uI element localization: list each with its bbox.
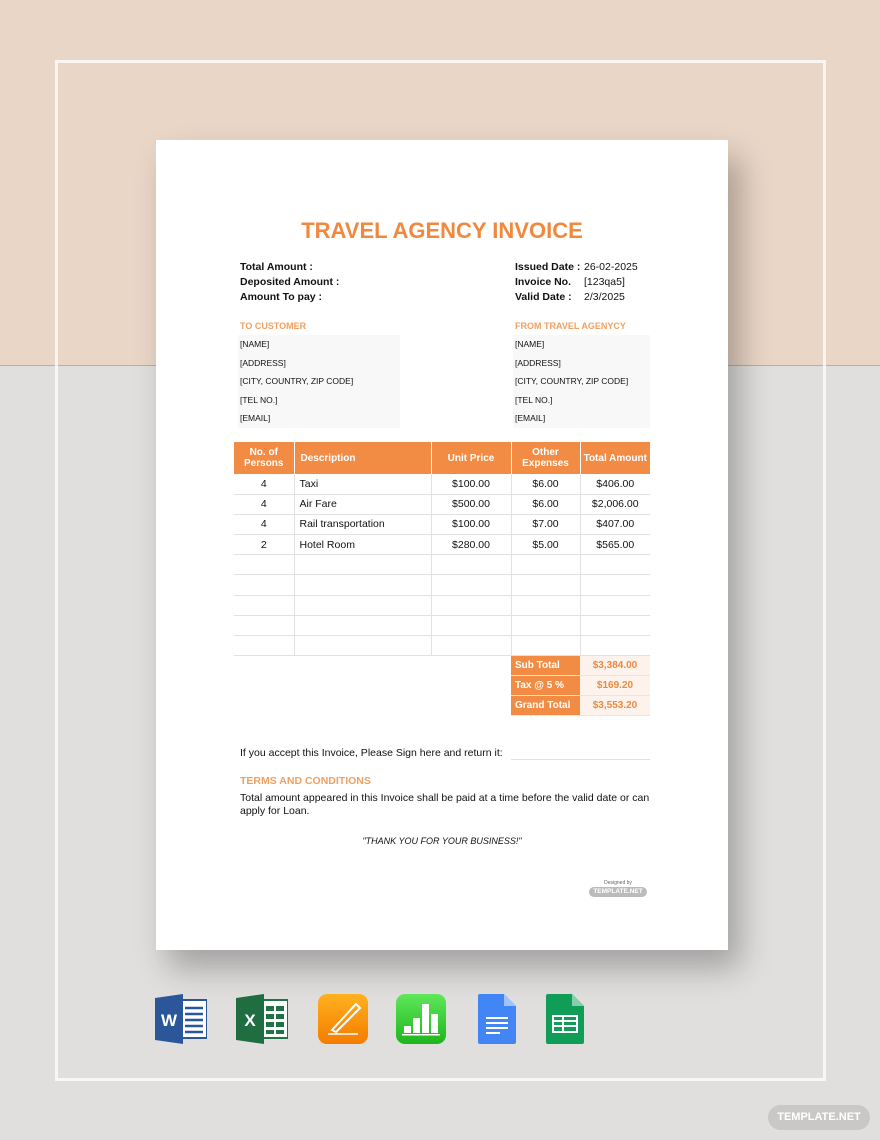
customer-email: [EMAIL] [240, 413, 271, 423]
terms-heading: TERMS AND CONDITIONS [240, 775, 371, 787]
other-expenses-cell [511, 555, 580, 575]
header-unit-price: Unit Price [431, 442, 511, 474]
unit-price-cell [431, 555, 511, 575]
amount-labels [240, 260, 339, 305]
table-row [234, 535, 650, 555]
description-cell [294, 615, 431, 635]
agency-city: [CITY, COUNTRY, ZIP CODE] [515, 376, 629, 386]
other-expenses-cell: $6.00 [511, 474, 580, 494]
subtotal-value: $3,384.00 [580, 656, 650, 675]
grand-total-value: $3,553.20 [580, 696, 650, 715]
google-docs-icon[interactable] [476, 994, 528, 1044]
persons-cell [234, 575, 294, 595]
customer-city: [CITY, COUNTRY, ZIP CODE] [240, 376, 354, 386]
description-cell [294, 555, 431, 575]
header-description: Description [294, 442, 431, 474]
tax-value: $169.20 [580, 676, 650, 695]
table-row [234, 615, 650, 635]
issued-date-value: 26-02-2025 [584, 261, 638, 273]
invoice-no-value: [123qa5] [584, 276, 625, 288]
agency-address: [ADDRESS] [515, 357, 561, 368]
terms-text: Total amount appeared in this Invoice shall be paid at a time before the valid date or can apply for Loan. [240, 792, 650, 817]
template-net-logo: TEMPLATE.NET [589, 887, 647, 897]
header-persons: No. of Persons [234, 442, 294, 474]
unit-price-cell: $500.00 [431, 494, 511, 514]
persons-cell: 4 [234, 494, 294, 514]
agency-address-block [513, 335, 650, 428]
table-row [234, 575, 650, 595]
designed-by-label: Designed by [604, 880, 632, 886]
unit-price-cell: $100.00 [431, 474, 511, 494]
unit-price-cell: $280.00 [431, 535, 511, 555]
header-total-amount: Total Amount [580, 442, 650, 474]
description-cell: Hotel Room [294, 535, 431, 555]
description-cell [294, 636, 431, 656]
agency-name: [NAME] [515, 339, 545, 349]
unit-price-cell: $100.00 [431, 514, 511, 534]
svg-text:W: W [160, 1011, 178, 1030]
excel-icon[interactable] [236, 994, 288, 1044]
issued-date-label: Issued Date : [515, 261, 581, 273]
persons-cell [234, 615, 294, 635]
invoice-title: TRAVEL AGENCY INVOICE [301, 218, 583, 243]
table-row [234, 494, 650, 514]
header-other-expenses: Other Expenses [511, 442, 580, 474]
total-amount-cell [580, 555, 650, 575]
amount-to-pay-label: Amount To pay : [240, 291, 323, 303]
thank-you-note: "THANK YOU FOR YOUR BUSINESS!" [362, 836, 522, 846]
persons-cell: 2 [234, 535, 294, 555]
table-row [234, 474, 650, 494]
total-amount-label: Total Amount : [240, 261, 313, 273]
customer-address-block [238, 335, 400, 428]
persons-cell: 4 [234, 514, 294, 534]
total-amount-cell: $565.00 [580, 535, 650, 555]
description-cell [294, 595, 431, 615]
persons-cell: 4 [234, 474, 294, 494]
total-amount-cell: $406.00 [580, 474, 650, 494]
subtotal-label: Sub Total [511, 656, 580, 675]
unit-price-cell [431, 595, 511, 615]
total-amount-cell [580, 575, 650, 595]
description-cell: Rail transportation [294, 514, 431, 534]
svg-text:X: X [244, 1011, 256, 1030]
invoice-meta [515, 260, 638, 305]
description-cell: Air Fare [294, 494, 431, 514]
valid-date-label: Valid Date : [515, 291, 572, 303]
valid-date-value: 2/3/2025 [584, 291, 625, 303]
template-net-watermark[interactable]: TEMPLATE.NET [768, 1105, 870, 1130]
unit-price-cell [431, 615, 511, 635]
sign-instruction: If you accept this Invoice, Please Sign here and return it: [240, 747, 503, 759]
other-expenses-cell [511, 615, 580, 635]
unit-price-cell [431, 575, 511, 595]
table-row [234, 555, 650, 575]
invoice-page [156, 140, 728, 950]
table-row [234, 636, 650, 656]
to-customer-heading: TO CUSTOMER [240, 321, 307, 331]
numbers-icon[interactable] [396, 994, 448, 1044]
customer-tel: [TEL NO.] [240, 394, 278, 405]
other-expenses-cell: $7.00 [511, 514, 580, 534]
line-items-table [234, 442, 650, 656]
total-amount-cell [580, 595, 650, 615]
total-amount-cell: $2,006.00 [580, 494, 650, 514]
customer-name: [NAME] [240, 339, 270, 349]
persons-cell [234, 636, 294, 656]
total-amount-cell [580, 615, 650, 635]
description-cell: Taxi [294, 474, 431, 494]
pages-icon[interactable] [318, 994, 370, 1044]
agency-tel: [TEL NO.] [515, 394, 553, 405]
customer-address: [ADDRESS] [240, 357, 286, 368]
table-row [234, 595, 650, 615]
other-expenses-cell: $5.00 [511, 535, 580, 555]
other-expenses-cell [511, 636, 580, 656]
other-expenses-cell: $6.00 [511, 494, 580, 514]
invoice-no-label: Invoice No. [515, 276, 572, 288]
grand-total-label: Grand Total [511, 696, 580, 715]
unit-price-cell [431, 636, 511, 656]
tax-label: Tax @ 5 % [511, 676, 580, 695]
deposited-amount-label: Deposited Amount : [240, 276, 340, 288]
other-expenses-cell [511, 595, 580, 615]
signature-line[interactable] [511, 759, 650, 760]
word-icon[interactable] [155, 994, 207, 1044]
total-amount-cell: $407.00 [580, 514, 650, 534]
from-agency-heading: FROM TRAVEL AGENYCY [515, 321, 626, 331]
table-row [234, 514, 650, 534]
summary-block [511, 656, 650, 716]
other-expenses-cell [511, 575, 580, 595]
description-cell [294, 575, 431, 595]
total-amount-cell [580, 636, 650, 656]
persons-cell [234, 595, 294, 615]
persons-cell [234, 555, 294, 575]
google-sheets-icon[interactable] [546, 994, 598, 1044]
agency-email: [EMAIL] [515, 413, 546, 423]
